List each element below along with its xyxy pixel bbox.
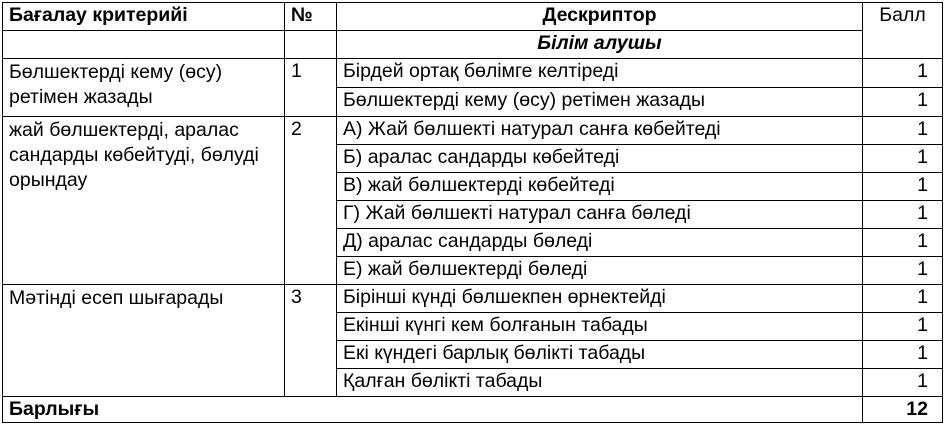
score-cell: 1 — [863, 229, 943, 257]
descriptor-cell: Қалған бөлікті табады — [337, 369, 863, 397]
table-row — [3, 59, 943, 88]
empty-cell — [285, 31, 337, 59]
score-cell: 1 — [863, 88, 943, 117]
number-cell: 2 — [285, 117, 337, 285]
descriptor-header: Дескриптор — [337, 3, 863, 31]
descriptor-cell: Б) аралас сандарды көбейтеді — [337, 145, 863, 173]
subheader-row — [3, 31, 943, 59]
descriptor-cell: Екі күндегі барлық бөлікті табады — [337, 341, 863, 369]
criterion-cell: жай бөлшектерді, аралас сандарды көбейтуді, бөлуді орындау — [3, 117, 285, 285]
score-cell: 1 — [863, 117, 943, 145]
descriptor-cell: Екінші күнгі кем болғанын табады — [337, 313, 863, 341]
descriptor-cell: В) жай бөлшектерді көбейтеді — [337, 173, 863, 201]
descriptor-cell: Бөлшектерді кему (өсу) ретімен жазады — [337, 88, 863, 117]
score-cell: 1 — [863, 257, 943, 285]
empty-cell — [3, 31, 285, 59]
score-cell: 1 — [863, 201, 943, 229]
criteria-header: Бағалау критерийі — [3, 3, 285, 31]
score-cell: 1 — [863, 145, 943, 173]
assessment-rubric-table — [2, 2, 943, 423]
score-cell: 1 — [863, 59, 943, 88]
score-cell: 1 — [863, 369, 943, 397]
number-cell: 3 — [285, 285, 337, 397]
number-header: № — [285, 3, 337, 31]
total-row — [3, 397, 943, 423]
descriptor-cell: Е) жай бөлшектерді бөледі — [337, 257, 863, 285]
score-cell: 1 — [863, 285, 943, 313]
criterion-cell: Мәтінді есеп шығарады — [3, 285, 285, 397]
learner-subheader: Білім алушы — [337, 31, 863, 59]
table-row — [3, 117, 943, 145]
descriptor-cell: Г) Жай бөлшекті натурал санға бөледі — [337, 201, 863, 229]
score-cell: 1 — [863, 313, 943, 341]
descriptor-cell: А) Жай бөлшекті натурал санға көбейтеді — [337, 117, 863, 145]
descriptor-cell: Бірінші күнді бөлшекпен өрнектейді — [337, 285, 863, 313]
score-cell: 1 — [863, 341, 943, 369]
criterion-cell: Бөлшектерді кему (өсу) ретімен жазады — [3, 59, 285, 117]
total-score: 12 — [863, 397, 943, 423]
number-cell: 1 — [285, 59, 337, 117]
score-cell: 1 — [863, 173, 943, 201]
descriptor-cell: Бірдей ортақ бөлімге келтіреді — [337, 59, 863, 88]
score-header: Балл — [863, 3, 943, 59]
descriptor-cell: Д) аралас сандарды бөледі — [337, 229, 863, 257]
table-row — [3, 285, 943, 313]
header-row — [3, 3, 943, 31]
total-label: Барлығы — [3, 397, 863, 423]
